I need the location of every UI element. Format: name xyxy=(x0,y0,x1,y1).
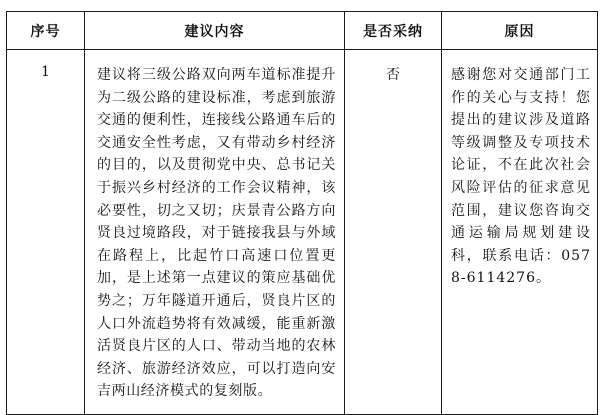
reason-cell: 感谢您对交通部门工作的关心与支持！您提出的建议涉及道路等级调整及专项技术论证，不在此次社会风险评估的征求意见范围，建议您咨询交通运输局规划建设科，联系电话：0578-6114276。 xyxy=(442,50,598,415)
serial-number-cell: 1 xyxy=(7,50,85,415)
feedback-table xyxy=(6,11,598,415)
table-row xyxy=(7,50,598,415)
header-serial-number: 序号 xyxy=(7,12,85,50)
header-row xyxy=(7,12,598,50)
header-suggestion-content: 建议内容 xyxy=(85,12,345,50)
table-header xyxy=(7,12,598,50)
header-adopted: 是否采纳 xyxy=(345,12,442,50)
suggestion-content-cell: 建议将三级公路双向两车道标准提升为二级公路的建设标准，考虑到旅游交通的便利性，连接线公路通车后的交通安全性考虑，又有带动乡村经济的目的，以及贯彻党中央、总书记关于振兴乡村经济的工作会议精神，该必要性，切之又切；庆景青公路方向贤良过境路段，对于链接我县与外域在路程上，比起竹口高速口位置更加，是上述第一点建议的策应基础优势之；万年隧道开通后，贤良片区的人口外流趋势将有效减缓，能重新激活贤良片区的人口、带动当地的农林经济、旅游经济效应，可以打造向安吉两山经济模式的复刻版。 xyxy=(85,50,345,415)
header-reason: 原因 xyxy=(442,12,598,50)
table-body xyxy=(7,50,598,415)
adopted-cell: 否 xyxy=(345,50,442,415)
